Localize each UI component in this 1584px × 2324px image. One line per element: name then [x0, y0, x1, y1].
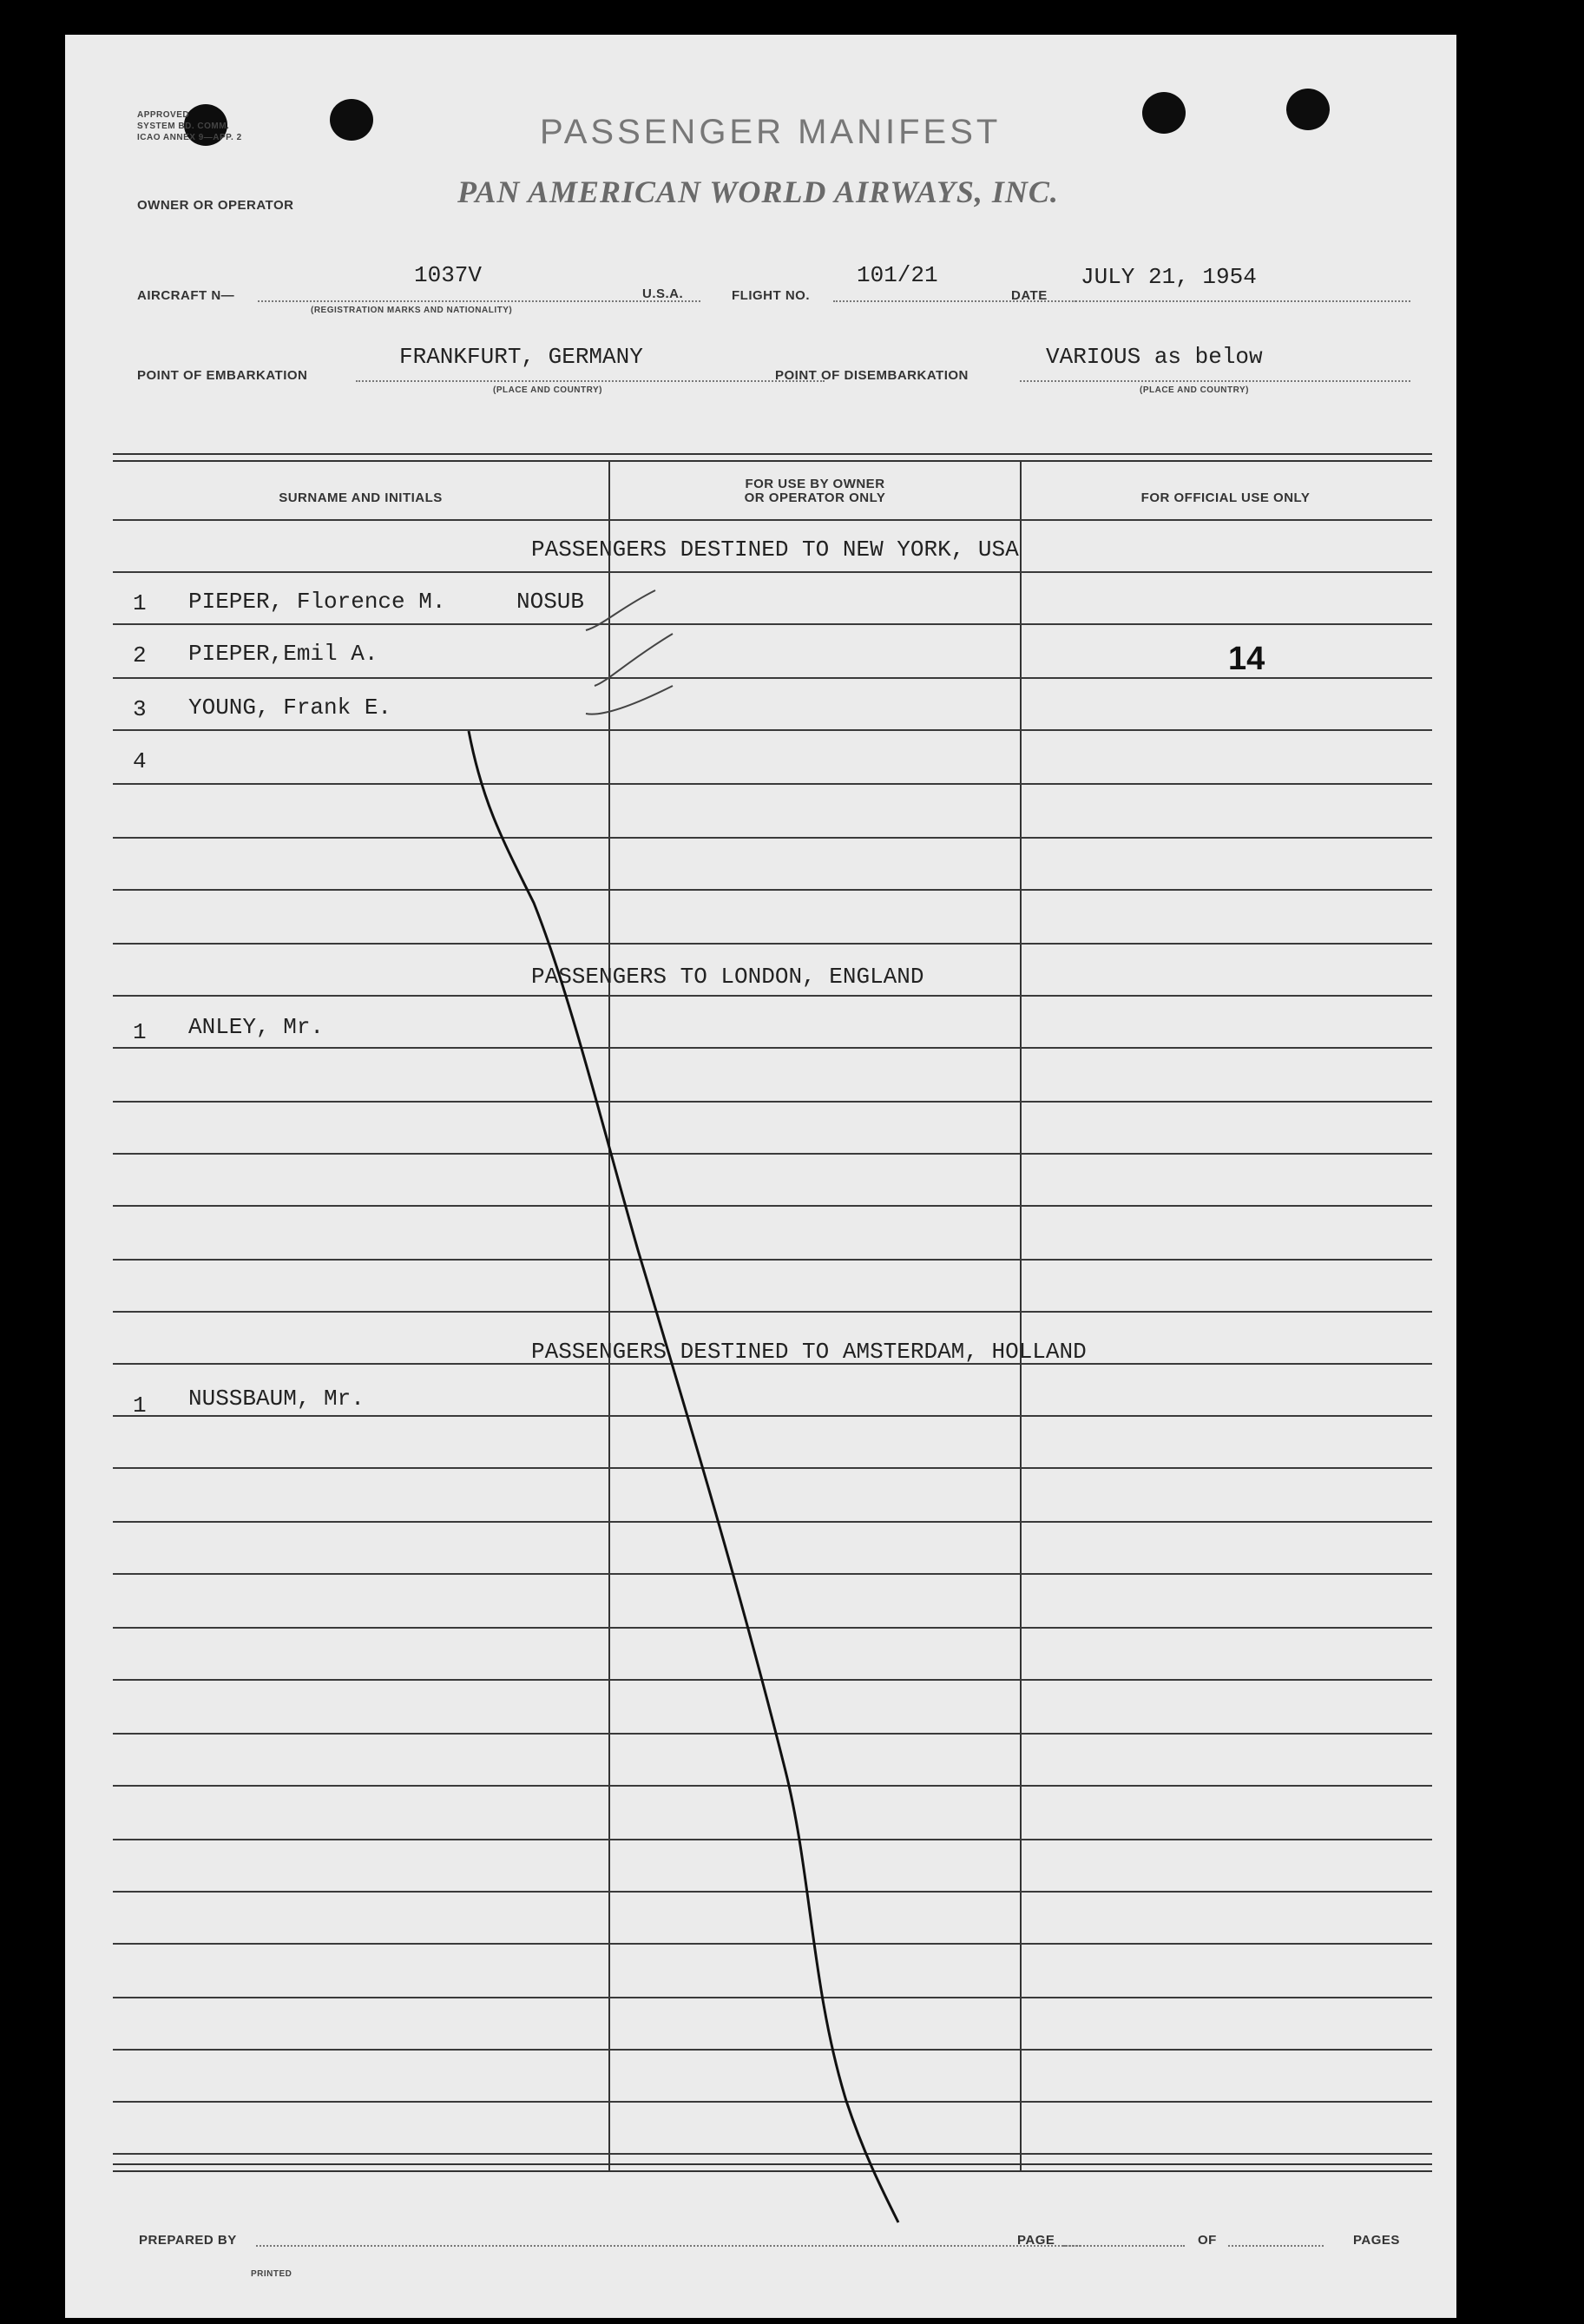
column-header-official-use: FOR OFFICIAL USE ONLY	[1140, 490, 1311, 505]
owner-label: OWNER OR OPERATOR	[137, 198, 294, 213]
handwriting-overlay	[65, 35, 1456, 2318]
registration-caption: (REGISTRATION MARKS AND NATIONALITY)	[311, 306, 513, 315]
row-number: 4	[133, 748, 147, 774]
embarkation-caption: (PLACE AND COUNTRY)	[493, 385, 602, 395]
pages-label: PAGES	[1353, 2233, 1400, 2248]
date-label: DATE	[1011, 288, 1048, 303]
flight-label: FLIGHT NO.	[732, 288, 810, 303]
approval-line-3: ICAO ANNEX 9—APP. 2	[137, 133, 242, 142]
flight-value: 101/21	[857, 262, 938, 288]
disembarkation-label: POINT OF DISEMBARKATION	[775, 368, 969, 383]
of-label: OF	[1198, 2233, 1217, 2248]
page-underline	[1063, 2245, 1185, 2247]
column-header-surname: SURNAME AND INITIALS	[279, 490, 443, 505]
embarkation-label: POINT OF EMBARKATION	[137, 368, 308, 383]
column-header-owner-use-line-2: OR OPERATOR ONLY	[744, 490, 886, 505]
usa-label: U.S.A.	[642, 286, 684, 301]
group-heading-amsterdam: PASSENGERS DESTINED TO AMSTERDAM, HOLLAND	[531, 1339, 1087, 1365]
embarkation-value: FRANKFURT, GERMANY	[399, 344, 643, 370]
group-heading-new-york: PASSENGERS DESTINED TO NEW YORK, USA	[531, 537, 1019, 563]
row-number: 1	[133, 1019, 147, 1045]
official-stamp-number: 14	[1228, 641, 1265, 677]
passenger-name: ANLEY, Mr.	[188, 1014, 325, 1040]
prepared-by-underline	[256, 2245, 1081, 2247]
column-header-owner-use-line-1: FOR USE BY OWNER	[745, 477, 885, 491]
check-mark	[595, 634, 673, 686]
check-mark	[586, 590, 655, 630]
date-value: JULY 21, 1954	[1081, 264, 1257, 290]
operator-name: PAN AMERICAN WORLD AIRWAYS, INC.	[457, 174, 1059, 209]
diagonal-cancel-stroke	[469, 731, 898, 2222]
passenger-name: PIEPER,Emil A.	[188, 641, 378, 667]
approval-line-2: SYSTEM BD. COMM.	[137, 122, 230, 131]
manifest-page	[65, 35, 1456, 2318]
aircraft-label: AIRCRAFT N—	[137, 288, 235, 303]
aircraft-value: 1037V	[414, 262, 483, 288]
disembarkation-value: VARIOUS as below	[1046, 344, 1263, 370]
row-number: 3	[133, 696, 147, 722]
page-title: PASSENGER MANIFEST	[540, 113, 1002, 151]
passenger-name: PIEPER, Florence M.	[188, 589, 446, 615]
disembarkation-caption: (PLACE AND COUNTRY)	[1140, 385, 1249, 395]
prepared-by-label: PREPARED BY	[139, 2233, 237, 2248]
printed-mark: PRINTED	[251, 2269, 292, 2279]
passenger-name: YOUNG, Frank E.	[188, 695, 392, 721]
page-label: PAGE	[1017, 2233, 1055, 2248]
row-number: 1	[133, 590, 147, 616]
passenger-note: NOSUB	[516, 589, 585, 615]
group-heading-london: PASSENGERS TO LONDON, ENGLAND	[531, 964, 924, 990]
passenger-name: NUSSBAUM, Mr.	[188, 1386, 365, 1412]
row-number: 2	[133, 642, 147, 668]
row-number: 1	[133, 1392, 147, 1419]
check-mark	[586, 686, 673, 714]
of-underline	[1228, 2245, 1324, 2247]
approval-line-1: APPROVED	[137, 110, 190, 120]
